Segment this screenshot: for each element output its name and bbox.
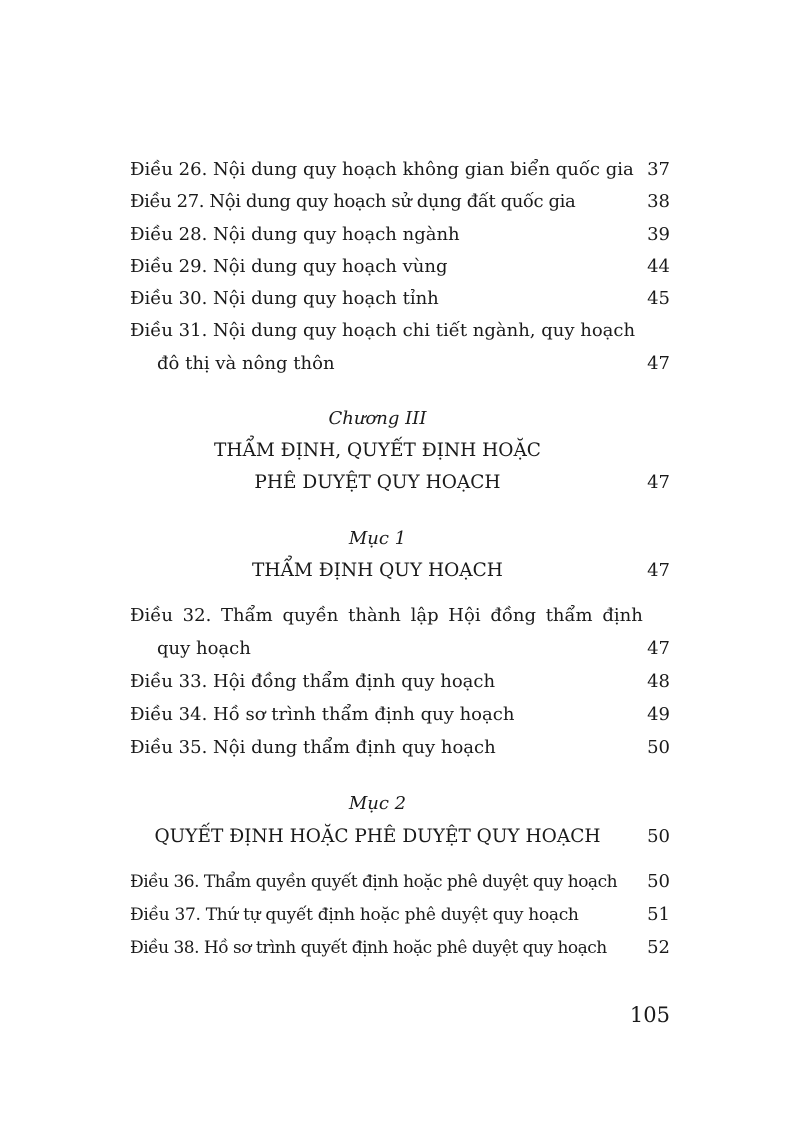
section-1-label: Mục 1 <box>348 528 407 549</box>
toc-entry-29 <box>130 252 670 282</box>
toc-entry-page: 50 <box>647 737 670 758</box>
toc-entry-36 <box>130 867 670 897</box>
chapter-title-line2: PHÊ DUYỆT QUY HOẠCH <box>254 472 501 493</box>
toc-entry-page: 49 <box>647 704 670 725</box>
toc-entry-page: 47 <box>647 638 670 659</box>
toc-entry-text: Điều 36. Thẩm quyền quyết định hoặc phê duyệt quy hoạch <box>130 872 618 892</box>
page-number: 105 <box>629 1003 670 1027</box>
toc-entry-text: Điều 35. Nội dung thẩm định quy hoạch <box>130 737 496 758</box>
toc-entry-32-cont <box>130 634 670 664</box>
toc-entry-text: Điều 28. Nội dung quy hoạch ngành <box>130 224 460 245</box>
toc-entry-page: 50 <box>647 871 670 892</box>
toc-entry-34 <box>130 700 670 730</box>
toc-entry-37 <box>130 900 670 930</box>
toc-entry-text-cont: đô thị và nông thôn <box>157 353 335 374</box>
toc-entry-text: Điều 26. Nội dung quy hoạch không gian biển quốc gia <box>130 159 634 180</box>
section-1-title: THẨM ĐỊNH QUY HOẠCH <box>252 560 503 581</box>
chapter-page: 47 <box>647 472 670 493</box>
toc-entry-27 <box>130 187 670 217</box>
toc-entry-text: Điều 34. Hồ sơ trình thẩm định quy hoạch <box>130 704 515 725</box>
toc-entry-35 <box>130 733 670 763</box>
toc-entry-page: 37 <box>647 159 670 180</box>
toc-entry-38 <box>130 933 670 963</box>
toc-entry-page: 47 <box>647 353 670 374</box>
toc-entry-text: Điều 29. Nội dung quy hoạch vùng <box>130 256 448 277</box>
toc-entry-32 <box>130 601 670 631</box>
toc-entry-text: Điều 38. Hồ sơ trình quyết định hoặc phê duyệt quy hoạch <box>130 938 607 958</box>
chapter-title-line1: THẨM ĐỊNH, QUYẾT ĐỊNH HOẶC <box>214 440 541 461</box>
toc-entry-30 <box>130 284 670 314</box>
toc-entry-text: Điều 30. Nội dung quy hoạch tỉnh <box>130 288 439 309</box>
toc-entry-page: 44 <box>647 256 670 277</box>
section-1-page: 47 <box>647 560 670 581</box>
toc-entry-page: 39 <box>647 224 670 245</box>
toc-entry-31-cont <box>130 349 670 379</box>
toc-entry-page: 45 <box>647 288 670 309</box>
toc-entry-text-cont: quy hoạch <box>157 638 251 659</box>
toc-entry-28 <box>130 220 670 250</box>
toc-entry-text: Điều 37. Thứ tự quyết định hoặc phê duyệt quy hoạch <box>130 905 579 925</box>
chapter-label: Chương III <box>328 408 427 429</box>
toc-entry-31 <box>130 316 670 346</box>
toc-entry-page: 52 <box>647 937 670 958</box>
section-2-title: QUYẾT ĐỊNH HOẶC PHÊ DUYỆT QUY HOẠCH <box>154 826 601 847</box>
section-2-page: 50 <box>647 826 670 847</box>
toc-entry-text: Điều 27. Nội dung quy hoạch sử dụng đất quốc gia <box>130 191 576 212</box>
toc-entry-33 <box>130 667 670 697</box>
toc-entry-page: 51 <box>647 904 670 925</box>
toc-entry-26 <box>130 155 670 185</box>
toc-entry-page: 38 <box>647 191 670 212</box>
section-2-label: Mục 2 <box>348 793 407 814</box>
toc-entry-text: Điều 31. Nội dung quy hoạch chi tiết ngành, quy hoạch <box>130 320 636 341</box>
toc-entry-text: Điều 32. Thẩm quyền thành lập Hội đồng thẩm định <box>130 605 643 626</box>
toc-entry-page: 48 <box>647 671 670 692</box>
toc-entry-text: Điều 33. Hội đồng thẩm định quy hoạch <box>130 671 496 692</box>
